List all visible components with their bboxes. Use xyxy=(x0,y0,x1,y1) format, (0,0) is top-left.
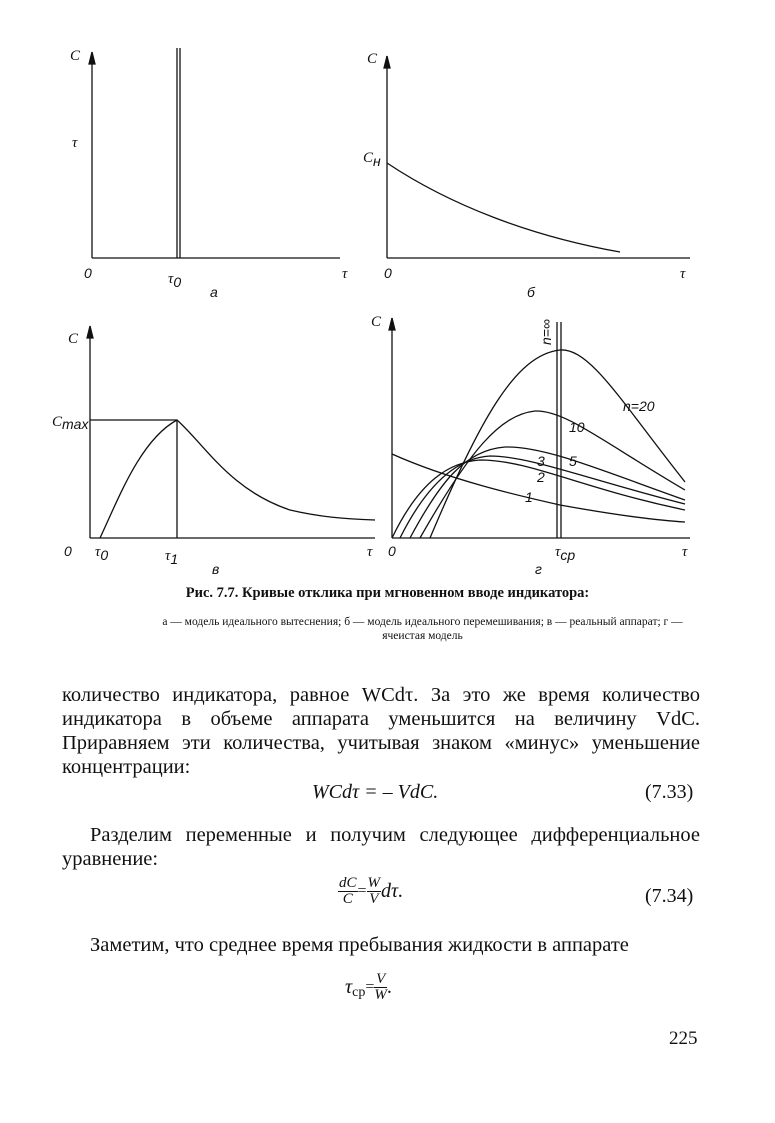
panel-g-origin: 0 xyxy=(388,543,396,559)
panel-g xyxy=(389,318,690,538)
panel-g-y-label: C xyxy=(371,314,382,330)
eq2-right-fraction: $\frac{W}{V}$ xyxy=(367,875,381,907)
panel-b-x-label: τ xyxy=(680,266,686,282)
panel-b-y-label: C xyxy=(367,51,378,67)
equation-7-34: $\frac{dC}{C}$ = $\frac{W}{V}$ dτ. xyxy=(339,875,404,907)
panel-g-label-n3: 3 xyxy=(537,453,545,469)
equation-tcp: $\tau_{ср}=$ $\frac{V}{W}$ . xyxy=(345,971,392,1003)
paragraph-3: Заметим, что среднее время пребывания жидкости в аппарате xyxy=(90,934,629,956)
panel-v xyxy=(87,326,375,538)
panel-g-label-n1: 1 xyxy=(525,489,533,505)
panel-a-x-label: τ xyxy=(342,266,348,282)
panel-b-origin: 0 xyxy=(384,265,392,281)
panel-g-label-n10: 10 xyxy=(569,419,585,435)
panel-g-label-n5: 5 xyxy=(569,453,577,469)
panel-a-x-mark: τ0 xyxy=(168,271,182,290)
panel-v-t1: τ1 xyxy=(165,548,179,567)
panel-b-y-mark: Cн xyxy=(363,150,381,169)
panel-v-origin: 0 xyxy=(64,543,72,559)
panel-a-origin: 0 xyxy=(84,265,92,281)
panel-a-letter: а xyxy=(210,284,218,300)
panel-a xyxy=(89,48,340,258)
eq3-fraction: $\frac{V}{W}$ xyxy=(374,971,387,1003)
panel-b xyxy=(384,56,690,258)
figure-caption-text: а — модель идеального вытеснения; б — модель идеального перемешивания; в — реальный аппарат; г — ячеистая модель xyxy=(162,616,683,642)
equation-7-33: WCdτ = – VdC. xyxy=(312,781,439,803)
panel-v-response-curve xyxy=(100,420,375,538)
panel-g-x-label: τ xyxy=(682,544,688,560)
figure-caption-title: Рис. 7.7. Кривые отклика при мгновенном вводе индикатора: xyxy=(185,585,590,601)
panel-a-y-mark: τ xyxy=(72,135,78,151)
panel-b-letter: б xyxy=(527,284,535,300)
page-number: 225 xyxy=(669,1028,698,1049)
panel-g-letter: г xyxy=(535,561,542,577)
equation-7-33-number: (7.33) xyxy=(645,781,694,803)
equation-7-34-number: (7.34) xyxy=(645,885,694,907)
panel-v-y-mark: Cmax xyxy=(52,414,89,432)
panel-g-label-ninf: n=∞ xyxy=(538,319,554,345)
panel-g-tcp: τср xyxy=(555,544,576,563)
panel-v-y-label: C xyxy=(68,331,79,347)
panel-v-x-label: τ xyxy=(367,544,373,560)
panel-b-decay-curve xyxy=(387,163,620,252)
paragraph-1: количество индикатора, равное WCdτ. За это же время количество индикатора в объеме аппарата уменьшится на величину VdC. Приравняем эти количества, учитывая знаком «минус» уменьшение концентрации: xyxy=(62,684,700,778)
panel-g-label-n2: 2 xyxy=(537,469,545,485)
panel-v-letter: в xyxy=(212,561,220,577)
eq2-left-fraction: $\frac{dC}{C}$ xyxy=(339,875,357,907)
panel-v-t0: τ0 xyxy=(95,544,109,563)
panel-a-y-label: C xyxy=(70,48,81,64)
panel-g-label-n20: n=20 xyxy=(623,398,655,414)
paragraph-2: Разделим переменные и получим следующее дифференциальное уравнение: xyxy=(62,824,700,870)
